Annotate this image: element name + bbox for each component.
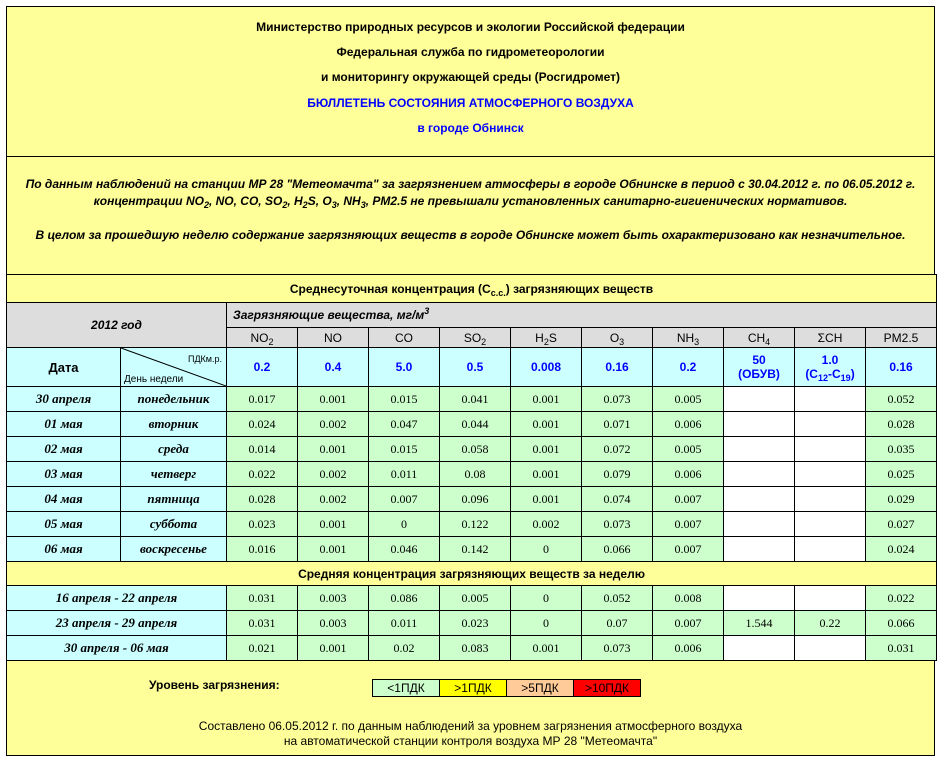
concentration-value: 0.071 (582, 412, 653, 437)
weekday-cell: пятница (121, 487, 227, 512)
concentration-value: 0.007 (653, 611, 724, 636)
concentration-value: 0.028 (866, 412, 937, 437)
concentration-value (724, 437, 795, 462)
concentration-value: 0.031 (227, 611, 298, 636)
weekday-cell: воскресенье (121, 537, 227, 562)
period-cell: 23 апреля - 29 апреля (7, 611, 227, 636)
concentration-value: 0.001 (298, 387, 369, 412)
concentration-value: 0.001 (511, 412, 582, 437)
concentration-value: 0.007 (653, 487, 724, 512)
concentration-value: 0.005 (653, 437, 724, 462)
concentration-value: 0.029 (866, 487, 937, 512)
daily-section-title: Среднесуточная концентрация $(C_{c.c.})$ загрязняющих веществ (7, 275, 937, 303)
concentration-value: 0.015 (369, 387, 440, 412)
concentration-value: 0.041 (440, 387, 511, 412)
concentration-value (724, 462, 795, 487)
daily-row (7, 437, 937, 462)
pdk-value: 0.2 (227, 348, 298, 387)
pdk-value: 0.16 (582, 348, 653, 387)
weekly-row (7, 611, 937, 636)
concentration-value: 0.003 (298, 586, 369, 611)
weekday-cell: среда (121, 437, 227, 462)
concentration-value (724, 537, 795, 562)
concentration-value: 0 (511, 611, 582, 636)
concentration-value: 0.031 (866, 636, 937, 661)
weekly-section-title: Средняя концентрация загрязняющих веществ за неделю (7, 562, 937, 586)
concentration-value (795, 512, 866, 537)
weekday-label: День недели (124, 374, 184, 385)
daily-row (7, 462, 937, 487)
concentration-value: 0.22 (795, 611, 866, 636)
concentration-value (724, 487, 795, 512)
concentration-value: 0.006 (653, 636, 724, 661)
concentration-value: 0.079 (582, 462, 653, 487)
concentration-value: 0.024 (866, 537, 937, 562)
concentration-value: 0.001 (298, 537, 369, 562)
concentration-value: 0.005 (440, 586, 511, 611)
substances-header: Загрязняющие вещества, $мг/м^3$ (227, 303, 937, 328)
concentration-value: 0.007 (653, 512, 724, 537)
concentration-value: 0.002 (298, 412, 369, 437)
concentration-value: 0.02 (369, 636, 440, 661)
substance-column-header: CO (369, 328, 440, 348)
service-title-line2: и мониторингу окружающей среды (Росгидромет) (321, 70, 620, 84)
date-cell: 30 апреля (7, 387, 121, 412)
concentration-value (795, 636, 866, 661)
concentration-value: 0.024 (227, 412, 298, 437)
pdk-value-pm25: 0.16 (866, 348, 937, 387)
substance-column-header: $SO_2$ (440, 328, 511, 348)
pollution-level-legend (372, 679, 641, 697)
concentration-value: 0.008 (653, 586, 724, 611)
concentration-value (724, 586, 795, 611)
concentration-value: 0.001 (511, 462, 582, 487)
weekday-cell: вторник (121, 412, 227, 437)
concentration-value: 0.066 (866, 611, 937, 636)
substance-column-header: $O_3$ (582, 328, 653, 348)
summary-paragraph-2: В целом за прошедшую неделю содержание загрязняющих веществ в городе Обнинске может быть охарактеризовано как незначительное. (35, 228, 906, 242)
concentration-value (724, 512, 795, 537)
concentration-value: 0.001 (511, 437, 582, 462)
concentration-value: 0.052 (582, 586, 653, 611)
concentration-value: 0.058 (440, 437, 511, 462)
pdk-value-ch4: 50 (ОБУВ) (724, 348, 795, 387)
concentration-value: 0 (511, 586, 582, 611)
concentration-value: 0.022 (866, 586, 937, 611)
legend-item: <1ПДК (373, 680, 440, 696)
concentration-value (795, 437, 866, 462)
weekly-row (7, 636, 937, 661)
concentration-value (795, 412, 866, 437)
concentration-value: 0.011 (369, 611, 440, 636)
concentration-value (724, 412, 795, 437)
date-cell: 06 мая (7, 537, 121, 562)
pollution-level-label: Уровень загрязнения: (149, 678, 280, 692)
concentration-value: 0.003 (298, 611, 369, 636)
concentration-value: 0.028 (227, 487, 298, 512)
concentration-value: 0.023 (227, 512, 298, 537)
concentration-value: 1.544 (724, 611, 795, 636)
concentration-value: 0.022 (227, 462, 298, 487)
service-title-line1: Федеральная служба по гидрометеорологии (336, 45, 605, 59)
daily-row (7, 537, 937, 562)
concentration-value: 0.031 (227, 586, 298, 611)
concentration-value (724, 387, 795, 412)
substance-column-header: PM2.5 (866, 328, 937, 348)
concentration-value: 0.021 (227, 636, 298, 661)
bulletin-title: БЮЛЛЕТЕНЬ СОСТОЯНИЯ АТМОСФЕРНОГО ВОЗДУХА (307, 96, 634, 110)
concentration-value: 0.023 (440, 611, 511, 636)
date-cell: 02 мая (7, 437, 121, 462)
concentration-value: 0.052 (866, 387, 937, 412)
concentration-value: 0.025 (866, 462, 937, 487)
substance-column-header: $H_2S$ (511, 328, 582, 348)
daily-row (7, 387, 937, 412)
footer-line-2: на автоматической станции контроля воздуха МР 28 "Метеомачта" (283, 734, 658, 748)
substance-column-header: ΣCH (795, 328, 866, 348)
date-cell: 01 мая (7, 412, 121, 437)
city-title: в городе Обнинск (417, 121, 524, 135)
pdk-row (7, 348, 937, 387)
concentration-value: 0.086 (369, 586, 440, 611)
concentration-value: 0.08 (440, 462, 511, 487)
concentration-value: 0.066 (582, 537, 653, 562)
pdk-value: 5.0 (369, 348, 440, 387)
concentration-value: 0.07 (582, 611, 653, 636)
concentration-value: 0.002 (298, 487, 369, 512)
concentration-value (795, 387, 866, 412)
pdk-weekday-diagonal-header (121, 348, 227, 387)
date-cell: 04 мая (7, 487, 121, 512)
concentration-value (724, 636, 795, 661)
concentration-value: 0.015 (369, 437, 440, 462)
weekly-row (7, 586, 937, 611)
concentration-value: 0.027 (866, 512, 937, 537)
bulletin-header (7, 7, 934, 157)
summary-block (7, 156, 934, 275)
concentration-value: 0.001 (298, 636, 369, 661)
concentration-value: 0.006 (653, 412, 724, 437)
concentration-value: 0.035 (866, 437, 937, 462)
concentration-value: 0.001 (511, 387, 582, 412)
concentration-value: 0.005 (653, 387, 724, 412)
substance-column-header: NO (298, 328, 369, 348)
concentration-value (795, 586, 866, 611)
daily-row (7, 512, 937, 537)
legend-item: >1ПДК (440, 680, 507, 696)
substance-column-header: $NO_2$ (227, 328, 298, 348)
weekday-cell: понедельник (121, 387, 227, 412)
ministry-title: Министерство природных ресурсов и экологии Российской федерации (256, 20, 685, 34)
concentration-value: 0.001 (511, 487, 582, 512)
summary-paragraph-1: По данным наблюдений на станции МР 28 "Метеомачта" за загрязнением атмосферы в городе Обнинске в период с 30.04.2012 г. по 06.05.2012 г. концентрации $NO_2$, NO, CO, $SO_2$, $H_2S$, $O_3$, $NH_3$, PM2.5 не превышали установленных санитарно-гигиенических нормативов. (25, 177, 916, 210)
concentration-value: 0.001 (298, 512, 369, 537)
concentration-value: 0.011 (369, 462, 440, 487)
concentration-value: 0.073 (582, 512, 653, 537)
pdk-value: 0.008 (511, 348, 582, 387)
period-cell: 30 апреля - 06 мая (7, 636, 227, 661)
concentration-value (795, 537, 866, 562)
concentration-value: 0.073 (582, 636, 653, 661)
substance-column-header: $CH_4$ (724, 328, 795, 348)
concentration-value: 0.014 (227, 437, 298, 462)
concentration-value: 0.001 (511, 636, 582, 661)
bulletin-frame (6, 6, 935, 756)
concentration-value: 0.016 (227, 537, 298, 562)
concentration-value: 0 (511, 537, 582, 562)
daily-row (7, 412, 937, 437)
concentration-value: 0.006 (653, 462, 724, 487)
concentration-value: 0.002 (511, 512, 582, 537)
pdk-value: 0.5 (440, 348, 511, 387)
year-header: 2012 год (7, 303, 227, 348)
concentration-value: 0.074 (582, 487, 653, 512)
concentration-value: 0.072 (582, 437, 653, 462)
concentration-value (795, 487, 866, 512)
concentration-value: 0 (369, 512, 440, 537)
concentration-value: 0.002 (298, 462, 369, 487)
footer-line-1: Составлено 06.05.2012 г. по данным наблюдений за уровнем загрязнения атмосферного воздуха (198, 719, 743, 733)
concentration-value: 0.017 (227, 387, 298, 412)
concentration-value: 0.142 (440, 537, 511, 562)
concentration-value: 0.044 (440, 412, 511, 437)
concentration-value: 0.046 (369, 537, 440, 562)
concentration-value: 0.007 (369, 487, 440, 512)
weekday-cell: четверг (121, 462, 227, 487)
date-header: Дата (7, 348, 121, 387)
concentration-value: 0.083 (440, 636, 511, 661)
pdk-value: 0.4 (298, 348, 369, 387)
concentration-value: 0.001 (298, 437, 369, 462)
pdk-value-sum-ch: 1.0 $(C_{12}-C_{19})$ (795, 348, 866, 387)
substance-column-header: $NH_3$ (653, 328, 724, 348)
concentration-value: 0.073 (582, 387, 653, 412)
pdk-value: 0.2 (653, 348, 724, 387)
period-cell: 16 апреля - 22 апреля (7, 586, 227, 611)
legend-item: >10ПДК (574, 680, 640, 696)
concentration-value (795, 462, 866, 487)
concentration-value: 0.007 (653, 537, 724, 562)
concentration-table (6, 274, 937, 661)
daily-row (7, 487, 937, 512)
legend-item: >5ПДК (507, 680, 574, 696)
concentration-value: 0.047 (369, 412, 440, 437)
weekday-cell: суббота (121, 512, 227, 537)
concentration-value: 0.122 (440, 512, 511, 537)
pdk-label: ПДКм.р. (187, 354, 222, 364)
date-cell: 03 мая (7, 462, 121, 487)
footer-note (7, 719, 934, 749)
date-cell: 05 мая (7, 512, 121, 537)
concentration-value: 0.096 (440, 487, 511, 512)
